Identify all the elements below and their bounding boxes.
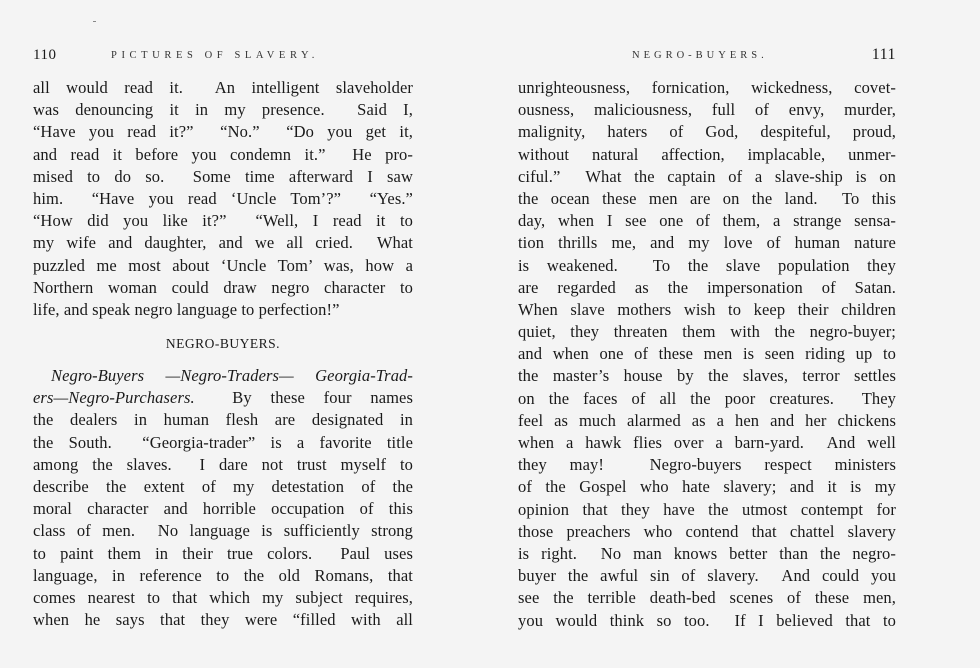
text-line: opinion that they have the utmost contempt for <box>518 499 896 519</box>
running-head-title: NEGRO-BUYERS. <box>632 50 768 61</box>
text-line: when a hawk flies over a barn-yard. And well <box>518 433 896 452</box>
text-line: puzzled me most about ‘Uncle Tom’ was, how a <box>33 255 413 275</box>
text-line: describe the extent of my detestation of the <box>33 477 413 496</box>
text-line: buyer the awful sin of slavery. And could you <box>518 566 896 586</box>
text-line: are regarded as the impersonation of Satan. <box>518 277 896 297</box>
text-line: the ocean these men are on the land. To this <box>518 188 896 208</box>
text-line: you would think so too. If I believed that to <box>518 610 896 630</box>
left-running-head <box>33 47 413 67</box>
text-line: moral character and horrible occupation of this <box>33 499 413 519</box>
text-line: the master’s house by the slaves, terror settles <box>518 366 896 386</box>
text-line: among the slaves. I dare not trust myself to <box>33 454 413 474</box>
text-line: day, when I see one of them, a strange sensa- <box>518 211 896 231</box>
text-line: quiet, they threaten them with the negro-buyer; <box>518 322 896 342</box>
text-line: and when one of these men is seen riding up to <box>518 344 896 364</box>
text-line: on the faces of all the poor creatures. They <box>518 388 896 408</box>
left-body-text <box>33 77 413 631</box>
text-line: see the terrible death-bed scenes of these men, <box>518 588 896 608</box>
text-line: when he says that they were “filled with all <box>33 610 413 630</box>
italic-subtitle-end: ers—Negro-Purchasers. <box>33 388 195 408</box>
text-line: the South. “Georgia-trader” is a favorite title <box>33 432 413 452</box>
text-line: is right. No man knows better than the negro- <box>518 543 896 563</box>
text-fragment: By these four names <box>194 388 413 408</box>
text-line: all would read it. An intelligent slaveholder <box>33 78 413 97</box>
text-line: is weakened. To the slave population they <box>518 255 896 275</box>
text-line: of the Gospel who hate slavery; and it is my <box>518 477 896 497</box>
text-line: “How did you like it?” “Well, I read it to <box>33 211 413 231</box>
text-line: tion thrills me, and my love of human nature <box>518 233 896 253</box>
text-line: the dealers in human flesh are designated in <box>33 410 413 430</box>
text-line: comes nearest to that which my subject requires, <box>33 587 413 607</box>
text-line: without natural affection, implacable, unmer- <box>518 144 896 164</box>
italic-subtitle-line: Negro-Buyers —Negro-Traders— Georgia-Trad- <box>51 366 413 386</box>
text-line: ciful.” What the captain of a slave-ship is on <box>518 166 896 186</box>
text-line: those preachers who contend that chattel slavery <box>518 521 896 541</box>
page-number: 111 <box>871 46 896 63</box>
text-line-mixed <box>33 387 413 409</box>
text-line: my wife and daughter, and we all cried. What <box>33 233 413 253</box>
text-line: to paint them in their true colors. Paul uses <box>33 543 413 563</box>
text-line: was denouncing it in my presence. Said I, <box>33 100 413 120</box>
section-heading-wrap <box>33 321 413 365</box>
text-line: him. “Have you read ‘Uncle Tom’?” “Yes.” <box>33 188 413 208</box>
text-line: mised to do so. Some time afterward I saw <box>33 166 413 186</box>
text-line: and read it before you condemn it.” He pro- <box>33 144 413 164</box>
text-line: When slave mothers wish to keep their children <box>518 299 896 319</box>
text-line: malignity, haters of God, despiteful, proud, <box>518 122 896 142</box>
text-line: Northern woman could draw negro character to <box>33 277 413 297</box>
text-line: “Have you read it?” “No.” “Do you get it, <box>33 122 413 142</box>
scan-speck <box>93 21 96 22</box>
right-running-head <box>527 47 907 67</box>
page-number: 110 <box>33 47 57 63</box>
text-line: class of men. No language is sufficiently strong <box>33 521 413 541</box>
text-line: language, in reference to the old Romans, that <box>33 565 413 585</box>
right-body-text <box>518 77 907 632</box>
text-line: feel as much alarmed as a hen and her chickens <box>518 410 896 430</box>
running-head-title: PICTURES OF SLAVERY. <box>111 50 320 61</box>
text-line: life, and speak negro language to perfection!” <box>33 299 340 319</box>
text-line: they may! Negro-buyers respect ministers <box>518 455 896 475</box>
text-line: ousness, maliciousness, full of envy, murder, <box>518 100 896 120</box>
section-heading: NEGRO-BUYERS. <box>165 335 281 351</box>
text-line: unrighteousness, fornication, wickedness, covet- <box>518 78 896 97</box>
